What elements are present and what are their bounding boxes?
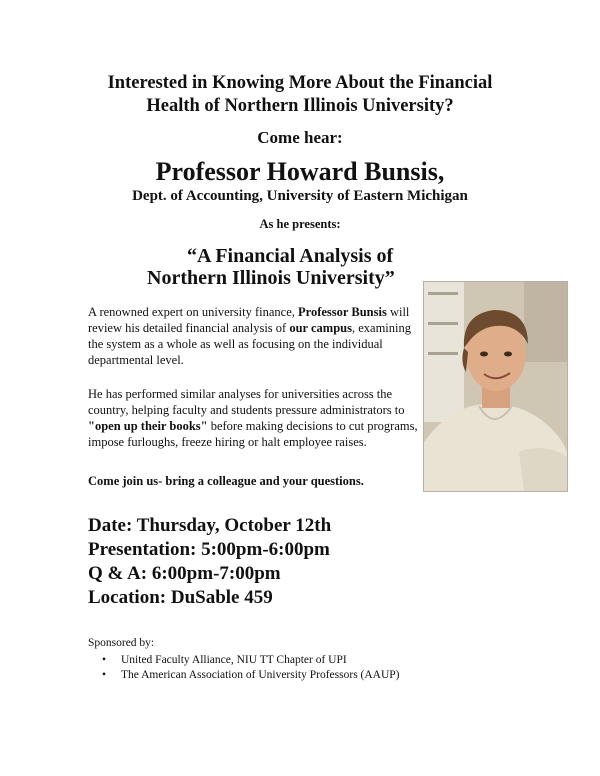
sponsors-list (88, 653, 400, 683)
talk-title-line-1: “A Financial Analysis of (187, 245, 394, 267)
event-date: Date: Thursday, October 12th (88, 515, 332, 536)
headline (40, 72, 560, 118)
paragraph-background (88, 386, 418, 450)
speaker-photo (423, 281, 568, 492)
event-presentation-time: Presentation: 5:00pm-6:00pm (88, 539, 330, 560)
sponsor-item-label: The American Association of University Professors (AAUP) (121, 669, 400, 681)
paragraph-1-text-e: , examining the system as a whole as well as focusing on the individual departmental level. (88, 321, 411, 367)
paragraph-2-text-a: He has performed similar analyses for universities across the country, helping faculty and students pressure administrators to (88, 387, 405, 417)
paragraph-1-bold-speaker: Professor Bunsis (298, 305, 387, 319)
bullet-icon: • (102, 654, 107, 666)
paragraph-1-bold-campus: our campus (289, 321, 352, 335)
presents-text: As he presents: (259, 217, 341, 231)
paragraph-description (88, 304, 418, 368)
headline-line-2: Health of Northern Illinois University? (146, 96, 454, 116)
sponsors-label: Sponsored by: (88, 637, 155, 649)
sponsor-item-label: United Faculty Alliance, NIU TT Chapter of UPI (121, 654, 347, 666)
paragraph-2-bold-open-books: "open up their books" (88, 419, 208, 433)
intro-text: Come hear: (257, 128, 343, 147)
paragraph-2-text-c: before making decisions to cut programs, impose furloughs, freeze hiring or halt employee raises. (88, 419, 418, 449)
speaker-department: Dept. of Accounting, University of Eastern Michigan (132, 188, 468, 204)
bullet-icon: • (102, 669, 107, 681)
sponsors-section (88, 636, 400, 683)
headline-line-1: Interested in Knowing More About the Financial (107, 73, 493, 93)
speaker-name: Professor Howard Bunsis, (155, 157, 445, 186)
event-details (88, 514, 331, 610)
paragraph-invitation: Come join us- bring a colleague and your questions. (88, 474, 364, 488)
paragraph-1-text-c: will review his detailed financial analysis of (88, 305, 410, 335)
sponsor-item (88, 668, 400, 683)
speaker-portrait-illustration (424, 282, 567, 491)
event-location: Location: DuSable 459 (88, 587, 273, 608)
talk-title-line-2: Northern Illinois University” (147, 267, 395, 289)
event-qa-time: Q & A: 6:00pm-7:00pm (88, 563, 281, 584)
sponsor-item (88, 653, 400, 668)
paragraph-1-text-a: A renowned expert on university finance, (88, 305, 299, 319)
